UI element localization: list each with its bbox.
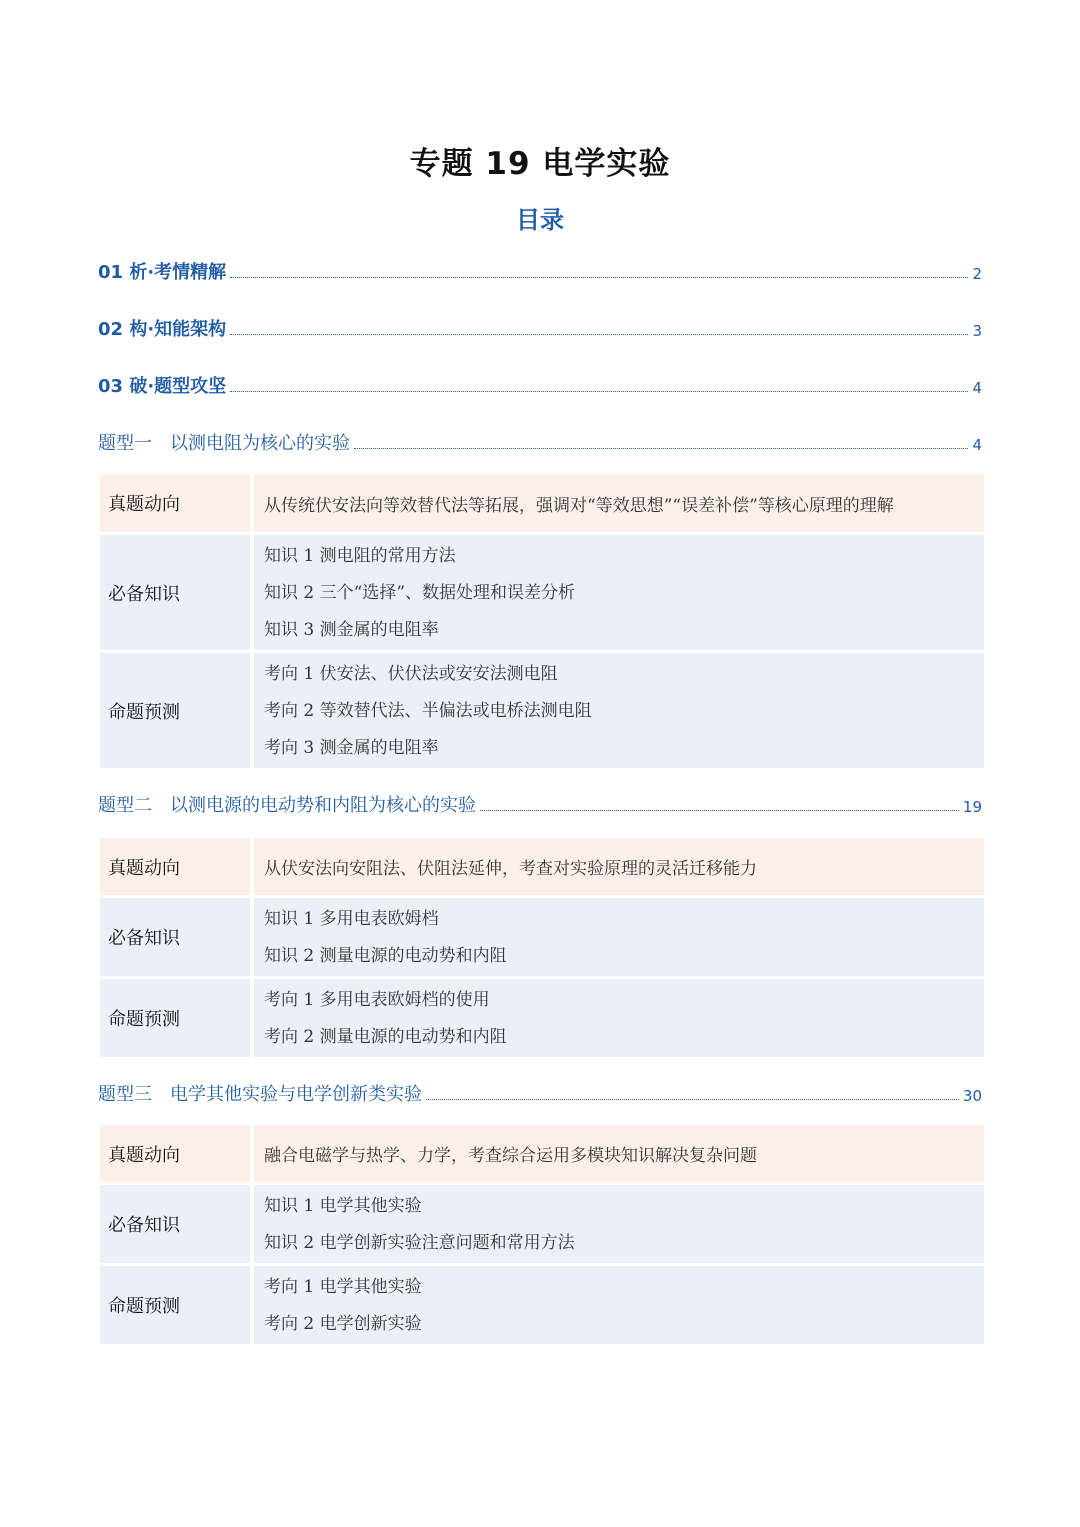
toc-entry-label: 01 析·考情精解 [98, 262, 227, 283]
toc-entry-type-3[interactable] [98, 1080, 982, 1106]
row-header: 必备知识 [100, 535, 250, 650]
prediction-item: 考向 2 电学创新实验 [264, 1314, 422, 1334]
toc-page-number: 2 [972, 265, 982, 283]
trend-row [100, 1125, 984, 1182]
toc-heading: 目录 [516, 206, 564, 234]
prediction-item: 考向 3 测金属的电阻率 [264, 738, 439, 758]
toc-page-number: 3 [972, 322, 982, 340]
prediction-row [100, 979, 984, 1057]
trend-row [100, 474, 984, 532]
toc-leader [230, 333, 968, 335]
knowledge-item: 知识 1 测电阻的常用方法 [264, 546, 456, 566]
prediction-row [100, 653, 984, 768]
toc-entry-analysis[interactable] [98, 258, 982, 284]
toc-page-number: 19 [962, 798, 982, 816]
toc-entry-type-1[interactable] [98, 429, 982, 455]
knowledge-list [254, 898, 984, 976]
row-header: 命题预测 [100, 653, 250, 768]
knowledge-list [254, 1185, 984, 1263]
toc-entry-label: 02 构·知能架构 [98, 319, 227, 340]
knowledge-item: 知识 3 测金属的电阻率 [264, 620, 439, 640]
toc-entry-label: 题型二 以测电源的电动势和内阻为核心的实验 [98, 795, 476, 816]
knowledge-item: 知识 2 测量电源的电动势和内阻 [264, 946, 507, 966]
row-header: 命题预测 [100, 979, 250, 1057]
toc-entry-breakthrough[interactable] [98, 372, 982, 398]
prediction-item: 考向 1 伏安法、伏伏法或安安法测电阻 [264, 664, 558, 684]
row-header: 命题预测 [100, 1266, 250, 1344]
prediction-list [254, 1266, 984, 1344]
toc-entry-label: 03 破·题型攻坚 [98, 376, 227, 397]
row-header: 必备知识 [100, 1185, 250, 1263]
knowledge-row [100, 1185, 984, 1263]
knowledge-item: 知识 2 三个“选择”、数据处理和误差分析 [264, 583, 576, 603]
knowledge-item: 知识 1 电学其他实验 [264, 1196, 422, 1216]
section-grid-2 [100, 838, 984, 1060]
toc-leader [354, 447, 968, 449]
toc-entry-structure[interactable] [98, 315, 982, 341]
toc-leader [426, 1098, 959, 1100]
toc-page-number: 30 [962, 1087, 982, 1105]
toc-entry-label: 题型三 电学其他实验与电学创新类实验 [98, 1084, 422, 1105]
prediction-list [254, 979, 984, 1057]
knowledge-list [254, 535, 984, 650]
prediction-list [254, 653, 984, 768]
section-grid-3 [100, 1125, 984, 1347]
row-header: 必备知识 [100, 898, 250, 976]
section-grid-1 [100, 474, 984, 771]
toc-leader [480, 809, 959, 811]
toc-entry-label: 题型一 以测电阻为核心的实验 [98, 433, 350, 454]
prediction-item: 考向 1 多用电表欧姆档的使用 [264, 990, 490, 1010]
knowledge-row [100, 898, 984, 976]
prediction-row [100, 1266, 984, 1344]
prediction-item: 考向 2 等效替代法、半偏法或电桥法测电阻 [264, 701, 592, 721]
trend-row [100, 838, 984, 895]
toc-page-number: 4 [972, 436, 982, 454]
prediction-item: 考向 1 电学其他实验 [264, 1277, 422, 1297]
toc-entry-type-2[interactable] [98, 791, 982, 817]
trend-text: 从传统伏安法向等效替代法等拓展，强调对“等效思想”“误差补偿”等核心原理的理解 [254, 474, 984, 532]
toc-leader [230, 390, 968, 392]
toc-leader [230, 276, 968, 278]
page-title: 专题 19 电学实验 [409, 146, 671, 182]
trend-text: 从伏安法向安阻法、伏阻法延伸，考查对实验原理的灵活迁移能力 [254, 838, 984, 895]
row-header: 真题动向 [100, 474, 250, 532]
knowledge-row [100, 535, 984, 650]
prediction-item: 考向 2 测量电源的电动势和内阻 [264, 1027, 507, 1047]
row-header: 真题动向 [100, 838, 250, 895]
toc-page-number: 4 [972, 379, 982, 397]
knowledge-item: 知识 1 多用电表欧姆档 [264, 909, 439, 929]
row-header: 真题动向 [100, 1125, 250, 1182]
knowledge-item: 知识 2 电学创新实验注意问题和常用方法 [264, 1233, 575, 1253]
trend-text: 融合电磁学与热学、力学，考查综合运用多模块知识解决复杂问题 [254, 1125, 984, 1182]
